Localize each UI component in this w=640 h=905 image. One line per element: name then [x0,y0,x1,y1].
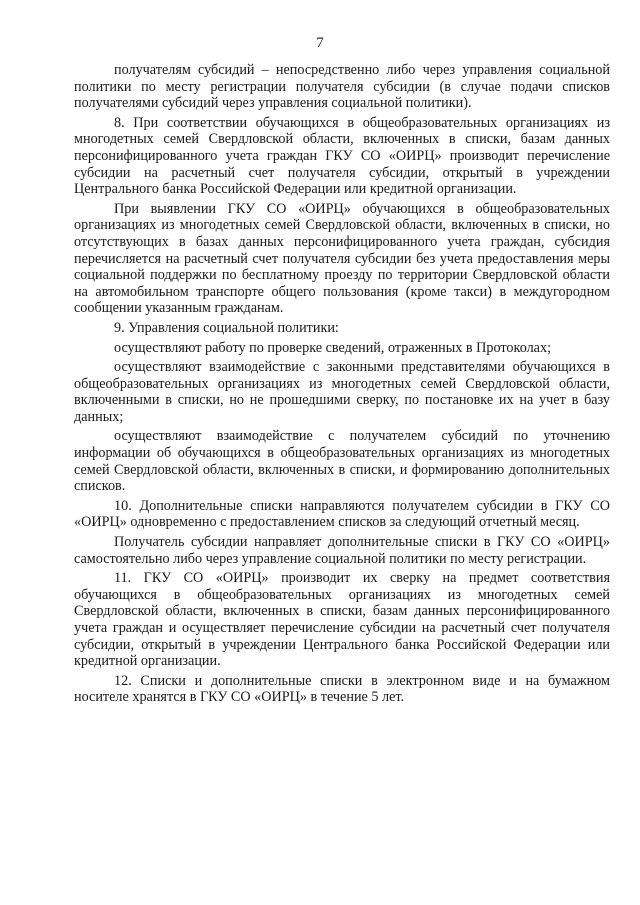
paragraph-item-9: 9. Управления социальной политики: [114,319,339,336]
paragraph-item-10: 10. Дополнительные списки направляются получателем субсидии в ГКУ СО «ОИРЦ» одновременно с предоставлением списков за следующий отчетный месяц. [74,497,610,531]
paragraph-item-11: 11. ГКУ СО «ОИРЦ» производит их сверку на предмет соответствия обучающихся в общеобразовательных организациях из многодетных семей Свердловской области, включенных в списки, базам данных персонифицированного учета граждан и осуществляет перечисление субсидии на расчетный счет получателя субсидии, открытый в учреждении Центрального банка Российской Федерации или кредитной организации. [74,570,610,670]
paragraph-item-9-duty-1: осуществляют работу по проверке сведений, отраженных в Протоколах; [114,339,552,356]
page-number: 7 [316,35,324,51]
paragraph-item-10-detail: Получатель субсидии направляет дополнительные списки в ГКУ СО «ОИРЦ» самостоятельно либо через управление социальной политики по месту регистрации. [74,534,610,567]
document-body [74,62,610,709]
paragraph-item-12: 12. Списки и дополнительные списки в электронном виде и на бумажном носителе хранятся в ГКУ СО «ОИРЦ» в течение 5 лет. [74,672,610,706]
paragraph-item-8: 8. При соответствии обучающихся в общеобразовательных организациях из многодетных семей Свердловской области, включенных в списки, базам данных персонифицированного учета граждан ГКУ СО «ОИРЦ» производит перечисление субсидии на расчетный счет получателя субсидии, открытый в учреждении Центрального банка Российской Федерации или кредитной организации. [74,114,610,198]
paragraph-item-8-detail: При выявлении ГКУ СО «ОИРЦ» обучающихся в общеобразовательных организациях из многодетных семей Свердловской области, включенных в списки, но отсутствующих в базах данных персонифицированного учета граждан, субсидия перечисляется на расчетный счет получателя субсидии без учета предоставления меры социальной поддержки по бесплатному проезду по территории Свердловской области на автомобильном транспорте общего пользования (кроме такси) в междугородном сообщении указанным гражданам. [74,200,610,317]
paragraph-item-9-duty-3: осуществляют взаимодействие с получателем субсидий по уточнению информации об обучающихся в общеобразовательных организациях из многодетных семей Свердловской области, включенных в списки, и формированию дополнительных списков. [74,428,610,495]
paragraph-item-9-duty-2: осуществляют взаимодействие с законными представителями обучающихся в общеобразовательных организациях из многодетных семей Свердловской области, включенными в списки, но не прошедшими сверку, по постановке их на учет в базу данных; [74,359,610,425]
paragraph-continuation: получателям субсидий – непосредственно либо через управления социальной политики по месту регистрации получателя субсидии (в случае подачи списков получателями субсидий через управления социальной политики). [74,62,610,112]
